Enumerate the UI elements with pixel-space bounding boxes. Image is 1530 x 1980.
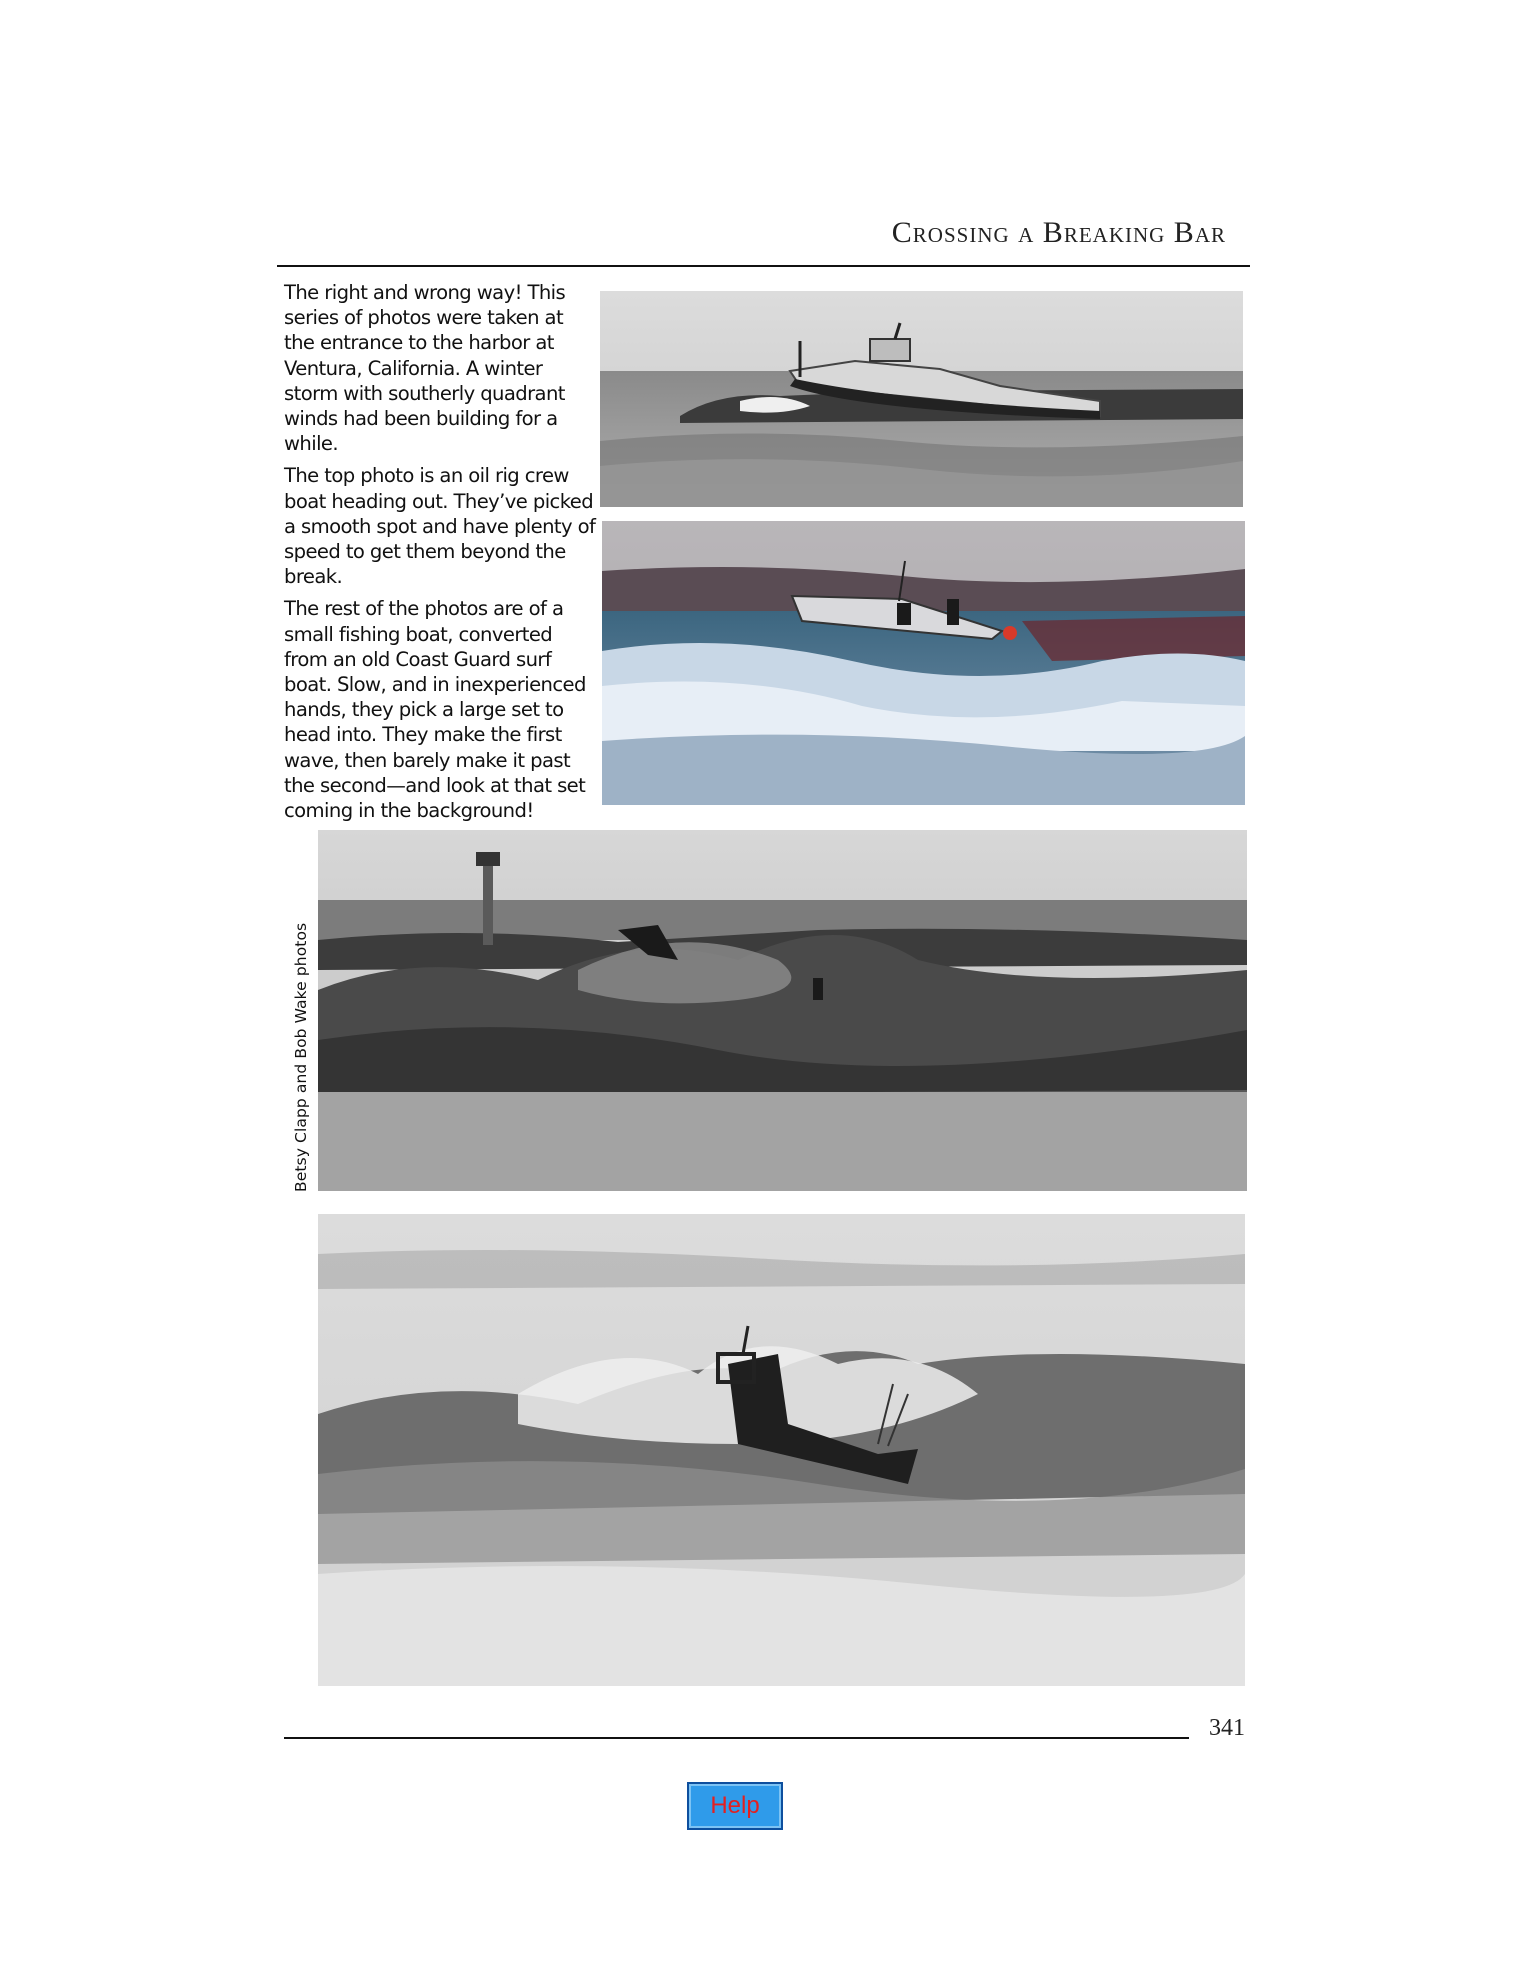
page-number: 341 [1209,1715,1245,1741]
footer-rule [284,1737,1189,1739]
photo-fishing-boat-engulfed [318,1214,1245,1686]
photo-crew-boat [600,291,1243,507]
photo-caption [284,280,596,830]
running-header-title: Crossing a Breaking Bar [891,216,1226,249]
help-button[interactable]: Help [687,1782,783,1830]
photo-fishing-boat-second-wave [318,830,1247,1191]
caption-paragraph-2: The top photo is an oil rig crew boat heading out. They’ve picked a smooth spot and have plenty of speed to get them beyond the break. [284,464,596,589]
photo-fishing-boat-first-wave [602,521,1245,805]
caption-paragraph-3: The rest of the photos are of a small fishing boat, converted from an old Coast Guard surf boat. Slow, and in inexperienced hands, they pick a large set to head into. They make the first wave, then barely make it past the second—and look at that set coming in the background! [284,597,586,823]
photo-credit: Betsy Clapp and Bob Wake photos [292,922,310,1192]
caption-paragraph-1: The right and wrong way! This series of photos were taken at the entrance to the harbor at Ventura, California. A winter storm with southerly quadrant winds had been building for a while. [284,281,566,456]
header-rule [277,265,1250,267]
